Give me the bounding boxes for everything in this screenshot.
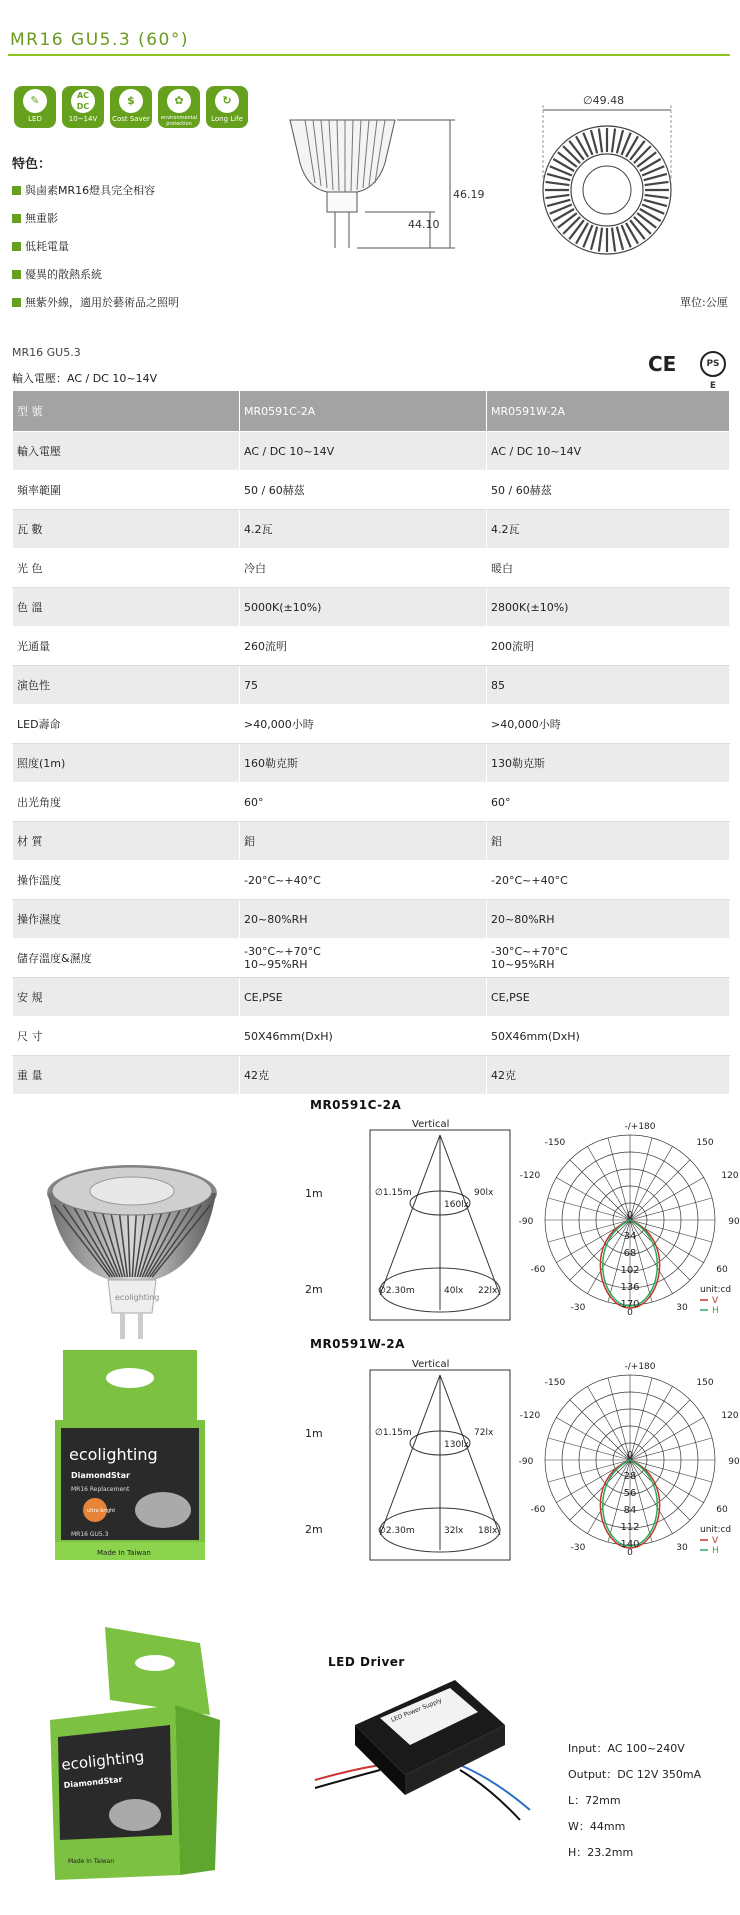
- legend-v: V: [712, 1536, 719, 1546]
- angle-label: 30: [676, 1543, 688, 1553]
- badge-label: 10~14V: [68, 115, 98, 123]
- table-cell: 50 / 60赫茲: [240, 471, 487, 510]
- table-cell: 演色性: [13, 666, 240, 705]
- diameter-2m: ∅2.30m: [378, 1526, 415, 1536]
- unit-note: 單位:公厘: [680, 296, 728, 309]
- ring-label: 102: [620, 1265, 640, 1276]
- pkg2-origin: Made In Taiwan: [68, 1858, 115, 1865]
- polar-spoke: [570, 1460, 630, 1520]
- table-cell: 材 質: [13, 822, 240, 861]
- table-cell: 儲存溫度&濕度: [13, 939, 240, 978]
- side-dimension-drawing: [285, 108, 515, 258]
- polar-spoke: [630, 1378, 652, 1460]
- feature-item: 低耗電量: [12, 238, 69, 254]
- fin: [645, 195, 669, 198]
- polar-spoke: [548, 1198, 630, 1220]
- polar-spoke: [608, 1138, 630, 1220]
- table-row: [13, 471, 730, 510]
- polar-spoke: [630, 1400, 690, 1460]
- fin: [644, 200, 667, 206]
- driver-input: Input：AC 100~240V: [568, 1742, 685, 1755]
- polar-spoke: [608, 1378, 630, 1460]
- ce-mark-icon: CE: [648, 352, 677, 376]
- feature-item: 無紫外線，適用於藝術品之照明: [12, 294, 179, 310]
- angle-label: 150: [696, 1138, 714, 1148]
- polar-spoke: [548, 1460, 630, 1482]
- angle-label: -90: [518, 1457, 534, 1467]
- fin: [591, 130, 597, 153]
- led-icon: ✎: [23, 89, 47, 113]
- table-cell: 4.2瓦: [240, 510, 487, 549]
- legend-v: V: [712, 1296, 719, 1306]
- table-header-row: [13, 391, 730, 432]
- pkg-origin: Made In Taiwan: [97, 1549, 151, 1557]
- ring-label: 170: [620, 1299, 640, 1310]
- fin: [644, 174, 667, 180]
- top-dimension-drawing: [535, 90, 685, 260]
- polar-spoke: [630, 1138, 652, 1220]
- long-life-badge: [206, 86, 248, 128]
- table-cell: 130勒克斯: [487, 744, 730, 783]
- ring-label: 112: [620, 1522, 640, 1533]
- angle-label: 90: [728, 1457, 740, 1467]
- polar-spoke: [630, 1460, 712, 1482]
- legend-h: H: [712, 1306, 719, 1316]
- badge-label: environmental protection: [160, 115, 198, 127]
- ring-label: 140: [620, 1539, 640, 1550]
- header-cell: MR0591C-2A: [240, 391, 487, 432]
- environment-badge: [158, 86, 200, 128]
- table-cell: 照度(1m): [13, 744, 240, 783]
- table-cell: 4.2瓦: [487, 510, 730, 549]
- polar-spoke: [570, 1160, 630, 1220]
- distance-2m: 2m: [305, 1283, 323, 1296]
- fin: [637, 152, 656, 167]
- fin: [645, 182, 669, 185]
- vertical-label: Vertical: [412, 1119, 450, 1130]
- fin: [612, 228, 615, 252]
- table-cell: 暖白: [487, 549, 730, 588]
- table-cell: 60°: [487, 783, 730, 822]
- polar-spoke: [588, 1146, 634, 1221]
- driver-width: W：44mm: [568, 1820, 626, 1833]
- table-cell: 60°: [240, 783, 487, 822]
- table-cell: 出光角度: [13, 783, 240, 822]
- table-cell: 20~80%RH: [487, 900, 730, 939]
- ring-label: 84: [623, 1505, 637, 1516]
- polar-spoke: [588, 1386, 634, 1461]
- diameter-2m: ∅2.30m: [378, 1286, 415, 1296]
- ring-label: 34: [623, 1231, 637, 1242]
- angle-label: 150: [696, 1378, 714, 1388]
- header-cell: MR0591W-2A: [487, 391, 730, 432]
- diameter-1m: ∅1.15m: [375, 1188, 412, 1198]
- bullet-icon: [12, 298, 21, 307]
- table-row: [13, 666, 730, 705]
- angle-label: 30: [676, 1303, 688, 1313]
- title-divider: [8, 54, 730, 56]
- bullet-icon: [12, 242, 21, 251]
- table-row: [13, 822, 730, 861]
- table-cell: 42克: [487, 1056, 730, 1095]
- acdc-badge: [62, 86, 104, 128]
- ring-label: 136: [620, 1282, 640, 1293]
- photometric-chart-2: [300, 1355, 740, 1570]
- polar-spoke: [548, 1220, 630, 1242]
- cost-saver-badge: [110, 86, 152, 128]
- angle-label: -30: [570, 1543, 586, 1553]
- polar-spoke: [630, 1160, 690, 1220]
- table-cell: 50 / 60赫茲: [487, 471, 730, 510]
- table-cell: 重 量: [13, 1056, 240, 1095]
- table-row: [13, 783, 730, 822]
- table-cell: >40,000小時: [240, 705, 487, 744]
- table-cell: 操作溫度: [13, 861, 240, 900]
- polar-spoke: [630, 1220, 712, 1242]
- table-cell: -30°C~+70°C 10~95%RH: [240, 939, 487, 978]
- vertical-label: Vertical: [412, 1359, 450, 1370]
- pse-mark-icon: PS E: [700, 351, 726, 377]
- fin: [563, 146, 580, 163]
- fin: [617, 227, 623, 250]
- spec-table: [12, 390, 730, 1095]
- distance-1m: 1m: [305, 1187, 323, 1200]
- polar-spoke: [556, 1178, 630, 1221]
- driver-output: Output：DC 12V 350mA: [568, 1768, 702, 1781]
- table-row: [13, 1056, 730, 1095]
- fin: [558, 213, 577, 228]
- photometric-title-1: MR0591C-2A: [310, 1098, 402, 1112]
- polar-spoke: [630, 1198, 712, 1220]
- table-cell: 瓦 數: [13, 510, 240, 549]
- fin: [634, 217, 651, 234]
- fin: [569, 220, 584, 239]
- edge-lux-2m: 22lx: [478, 1286, 498, 1296]
- table-cell: 輸入電壓: [13, 432, 240, 471]
- fin: [634, 146, 651, 163]
- globe-icon: ✿: [167, 89, 191, 113]
- table-row: [13, 900, 730, 939]
- fin: [637, 213, 656, 228]
- polar-spoke: [630, 1386, 673, 1460]
- legend-unit: unit:cd: [700, 1525, 732, 1535]
- table-row: [13, 861, 730, 900]
- table-cell: AC / DC 10~14V: [240, 432, 487, 471]
- angle-label: 60: [716, 1505, 728, 1515]
- center-lux-2m: 32lx: [444, 1526, 464, 1536]
- table-cell: 75: [240, 666, 487, 705]
- angle-label: -150: [544, 1378, 566, 1388]
- angle-label: -/+180: [624, 1362, 656, 1372]
- acdc-icon: AC DC: [71, 89, 95, 113]
- packaging-angle-photo: [50, 1625, 225, 1885]
- center-lux-1m: 130lx: [444, 1440, 470, 1450]
- bullet-icon: [12, 270, 21, 279]
- fin: [612, 129, 615, 153]
- table-cell: 尺 寸: [13, 1017, 240, 1056]
- pkg-line: DiamondStar: [71, 1471, 130, 1480]
- polar-spoke: [556, 1418, 630, 1461]
- table-row: [13, 1017, 730, 1056]
- driver-box-label: LED Power Supply: [390, 1697, 443, 1724]
- table-row: [13, 432, 730, 471]
- ring-label: 68: [623, 1248, 637, 1259]
- driver-height: H：23.2mm: [568, 1846, 634, 1859]
- pkg-tag: ultra bright: [87, 1508, 116, 1514]
- legend-unit: unit:cd: [700, 1285, 732, 1295]
- fin: [563, 217, 580, 234]
- table-cell: 光通量: [13, 627, 240, 666]
- fin: [558, 152, 577, 167]
- angle-label: -60: [530, 1505, 546, 1515]
- polar-spoke: [548, 1438, 630, 1460]
- bullet-icon: [12, 214, 21, 223]
- badge-label: Long Life: [211, 115, 243, 123]
- table-cell: -20°C~+40°C: [487, 861, 730, 900]
- table-cell: 2800K(±10%): [487, 588, 730, 627]
- table-row: [13, 588, 730, 627]
- table-cell: 操作濕度: [13, 900, 240, 939]
- table-cell: 50X46mm(DxH): [240, 1017, 487, 1056]
- center-lux-1m: 160lx: [444, 1200, 470, 1210]
- angle-label: 120: [721, 1411, 739, 1421]
- pkg2-line: DiamondStar: [63, 1774, 123, 1790]
- polar-spoke: [630, 1146, 673, 1220]
- pkg-model: MR16 GU5.3: [71, 1531, 109, 1538]
- ring-label: 28: [623, 1471, 637, 1482]
- edge-lux-1m: 72lx: [474, 1428, 494, 1438]
- badge-label: Cost Saver: [112, 115, 150, 123]
- angle-label: 0: [627, 1308, 633, 1318]
- height-dimension-2: 44.10: [408, 218, 440, 231]
- header-cell: 型 號: [13, 391, 240, 432]
- angle-label: 120: [721, 1171, 739, 1181]
- photometric-chart-1: [300, 1115, 740, 1330]
- table-cell: 安 規: [13, 978, 240, 1017]
- polar-spoke: [630, 1438, 712, 1460]
- distance-1m: 1m: [305, 1427, 323, 1440]
- model-line: MR16 GU5.3: [12, 346, 81, 359]
- table-cell: 42克: [240, 1056, 487, 1095]
- table-cell: 5000K(±10%): [240, 588, 487, 627]
- table-row: [13, 549, 730, 588]
- fin: [599, 129, 602, 153]
- angle-label: -90: [518, 1217, 534, 1227]
- table-cell: 光 色: [13, 549, 240, 588]
- fin: [617, 130, 623, 153]
- page-title: MR16 GU5.3 (60°): [10, 30, 189, 50]
- badge-label: LED: [28, 115, 42, 123]
- driver-photo: [310, 1670, 540, 1830]
- fin: [599, 228, 602, 252]
- table-cell: CE,PSE: [240, 978, 487, 1017]
- fin: [547, 200, 570, 206]
- table-cell: 50X46mm(DxH): [487, 1017, 730, 1056]
- table-cell: 頻率範圍: [13, 471, 240, 510]
- fin: [547, 174, 570, 180]
- table-cell: 260流明: [240, 627, 487, 666]
- voltage-line: 輸入電壓：AC / DC 10~14V: [12, 372, 158, 385]
- product-photo: [40, 1155, 225, 1345]
- distance-2m: 2m: [305, 1523, 323, 1536]
- bulb-brand: ecolighting: [115, 1293, 160, 1302]
- table-cell: -30°C~+70°C 10~95%RH: [487, 939, 730, 978]
- bullet-icon: [12, 186, 21, 195]
- fin: [630, 141, 645, 160]
- polar-spoke: [570, 1400, 630, 1460]
- diameter-1m: ∅1.15m: [375, 1428, 412, 1438]
- table-row: [13, 744, 730, 783]
- pkg2-brand: ecolighting: [60, 1747, 146, 1774]
- polar-spoke: [630, 1460, 690, 1520]
- diameter-label: ∅49.48: [583, 94, 625, 107]
- feature-item: 優異的散熱系統: [12, 266, 102, 282]
- table-row: [13, 627, 730, 666]
- driver-title: LED Driver: [328, 1655, 405, 1669]
- pkg-replacement: MR16 Replacement: [71, 1486, 130, 1493]
- feature-item: 無重影: [12, 210, 58, 226]
- led-badge: [14, 86, 56, 128]
- packaging-front-photo: [55, 1350, 205, 1580]
- table-cell: >40,000小時: [487, 705, 730, 744]
- ring-label: 56: [623, 1488, 637, 1499]
- fin: [630, 220, 645, 239]
- table-cell: 冷白: [240, 549, 487, 588]
- polar-center: 0: [626, 1450, 634, 1461]
- edge-lux-2m: 18lx: [478, 1526, 498, 1536]
- height-dimension-1: 46.19: [453, 188, 485, 201]
- angle-label: 60: [716, 1265, 728, 1275]
- table-cell: 20~80%RH: [240, 900, 487, 939]
- table-cell: AC / DC 10~14V: [487, 432, 730, 471]
- clock-icon: ↻: [215, 89, 239, 113]
- fin: [546, 195, 570, 198]
- table-cell: 鋁: [487, 822, 730, 861]
- fin: [546, 182, 570, 185]
- table-cell: 鋁: [240, 822, 487, 861]
- fin: [569, 141, 584, 160]
- table-cell: CE,PSE: [487, 978, 730, 1017]
- polar-spoke: [630, 1418, 704, 1461]
- angle-label: -30: [570, 1303, 586, 1313]
- table-row: [13, 705, 730, 744]
- angle-label: -/+180: [624, 1122, 656, 1132]
- legend-h: H: [712, 1546, 719, 1556]
- table-cell: 200流明: [487, 627, 730, 666]
- table-cell: LED壽命: [13, 705, 240, 744]
- angle-label: 90: [728, 1217, 740, 1227]
- table-cell: 色 溫: [13, 588, 240, 627]
- table-cell: 85: [487, 666, 730, 705]
- table-cell: 160勒克斯: [240, 744, 487, 783]
- photometric-title-2: MR0591W-2A: [310, 1337, 405, 1351]
- dollar-icon: $: [119, 89, 143, 113]
- feature-item: 與鹵素MR16燈具完全相容: [12, 182, 155, 198]
- table-cell: -20°C~+40°C: [240, 861, 487, 900]
- angle-label: -60: [530, 1265, 546, 1275]
- edge-lux-1m: 90lx: [474, 1188, 494, 1198]
- polar-spoke: [630, 1178, 704, 1221]
- table-row: [13, 939, 730, 978]
- angle-label: -120: [519, 1411, 541, 1421]
- table-row: [13, 510, 730, 549]
- angle-label: -120: [519, 1171, 541, 1181]
- features-heading: 特色：: [12, 157, 52, 172]
- polar-center: 0: [626, 1210, 634, 1221]
- angle-label: -150: [544, 1138, 566, 1148]
- driver-length: L：72mm: [568, 1794, 621, 1807]
- fin: [591, 227, 597, 250]
- table-row: [13, 978, 730, 1017]
- angle-label: 0: [627, 1548, 633, 1558]
- pkg-brand: ecolighting: [69, 1445, 158, 1464]
- center-lux-2m: 40lx: [444, 1286, 464, 1296]
